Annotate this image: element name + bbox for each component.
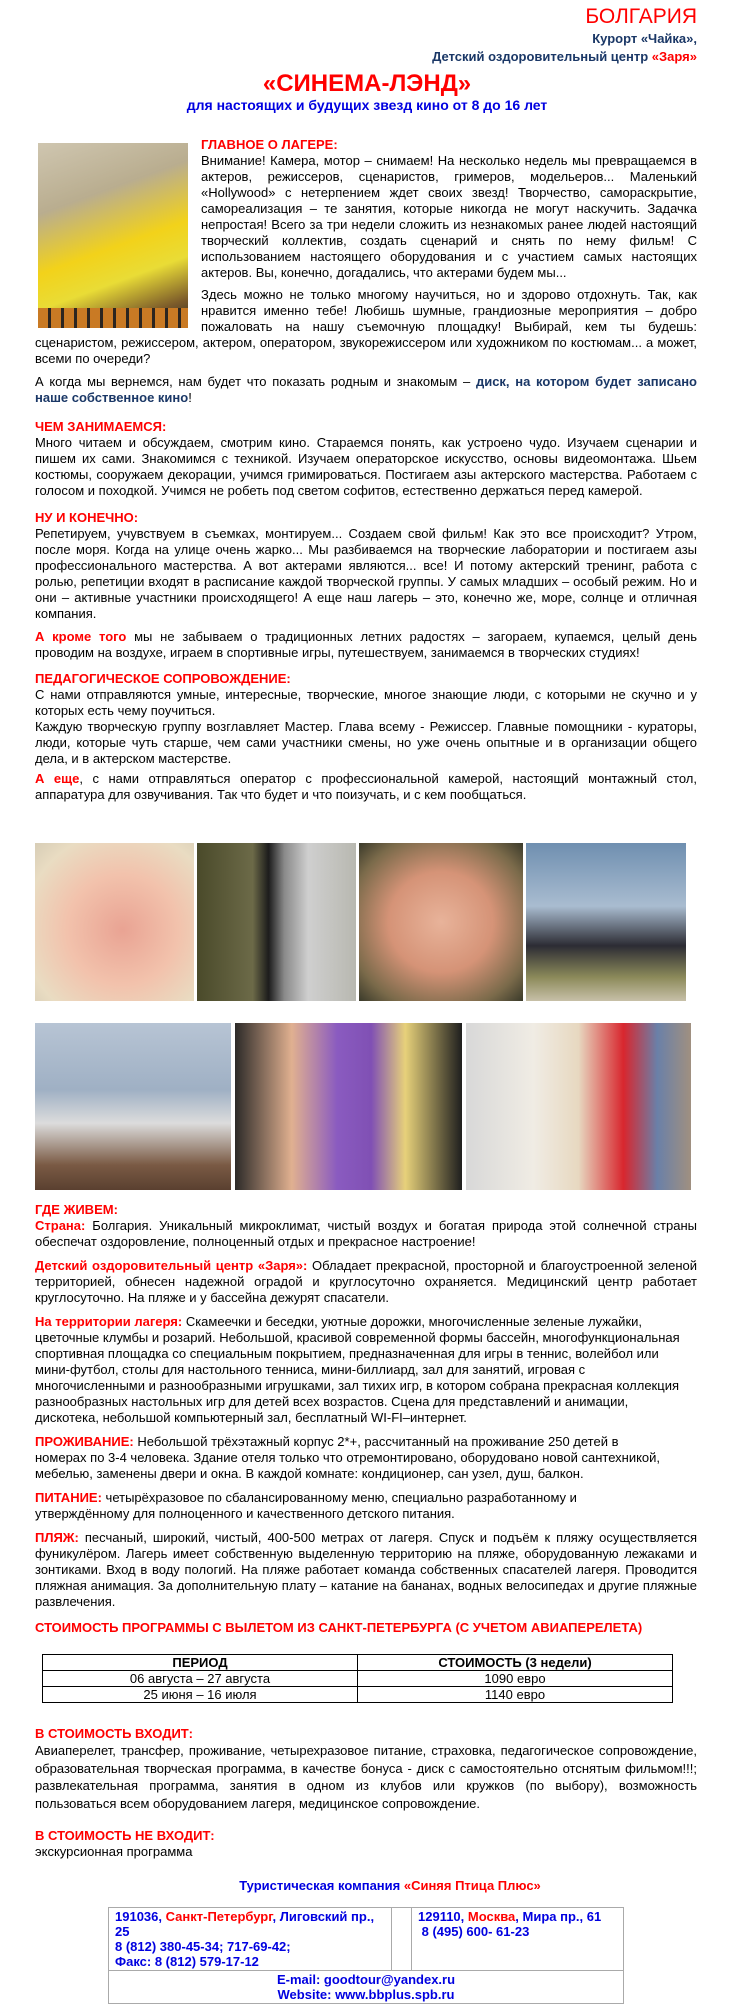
living-housing [35, 1434, 697, 1482]
housing-lead: ПРОЖИВАНИЕ: [35, 1434, 134, 1449]
section-heading-living: ГДЕ ЖИВЕМ: [35, 1202, 118, 1217]
section-heading-pedagogy: ПЕДАГОГИЧЕСКОЕ СОПРОВОЖДЕНИЕ: [35, 671, 291, 686]
not-included-text: экскурсионная программа [35, 1844, 193, 1859]
living-country [35, 1218, 697, 1250]
content [35, 137, 697, 803]
activities-text: Много читаем и обсуждаем, смотрим кино. Стараемся понять, как устроено чудо. Изучаем сценарии и пишем их сами. Знакомимся с техникой. Изучаем операторское искусство, основы видеомонтажа. Шьем костюмы, сооружаем декорации, учимся гримироваться. Постигаем азы актерского мастерства. Работаем с голосом и походкой. Учимся не робеть под светом софитов, естественно держаться перед камерой. [35, 435, 697, 498]
msk-address [418, 1909, 617, 1924]
program-subtitle: для настоящих и будущих звезд кино от 8 до 16 лет [186, 97, 548, 113]
resort-name: Курорт «Чайка», [592, 31, 697, 46]
price-table [42, 1654, 673, 1703]
of-course-text: Репетируем, учувствуем в съемках, монтируем... Создаем свой фильм! Как это все происходит? Утром, после моря. Когда на улице очень жарко... Мы разбиваемся на творческие лаборатории и постигаем азы профессионального мастерства. А вот актерами являются... все! И потому актерский тренинг, работа с ролью, репетиции входят в расписание каждой творческой группы. У самых младших – особый режим. Но и они – активные участники происходящего! А еще наш лагерь – это, конечно же, море, солнце и отличная компания. [35, 526, 697, 621]
program-title: «СИНЕМА-ЛЭНД» [262, 70, 472, 97]
food-text: четырёхразовое по сбалансированному меню, специально разработанному и утверждённому для полноценного и качественного детского питания. [35, 1490, 577, 1521]
living-center [35, 1258, 697, 1306]
main-paragraph-2: Здесь можно не только многому научиться, но и здорово отдохнуть. Так, как нравится именно тебе! Любишь шумные, грандиозные мероприятия – добро пожаловать на нашу съемочную площадку! Выбирай, кем ты будешь: сценаристом, режиссером, актером, оператором, звукорежиссером или художником по костюмам... а может, всеми по очереди? [35, 287, 697, 366]
section-heading-of-course: НУ И КОНЕЧНО: [35, 510, 139, 525]
photo-group-acting [526, 843, 686, 1001]
pedagogy-p3 [35, 771, 697, 803]
country-title: БОЛГАРИЯ [585, 5, 697, 28]
company-prefix: Туристическая компания [239, 1878, 404, 1893]
msk-phones: 8 (495) 600- 61-23 [418, 1924, 530, 1939]
xylophone-image-part [38, 308, 188, 328]
country-text: Болгария. Уникальный микроклимат, чистый воздух и богатая природа этой солнечной страны обеспечат оздоровление, полноценный отдых и прекрасное настроение! [35, 1218, 697, 1249]
food-lead: ПИТАНИЕ: [35, 1490, 102, 1505]
beach-text: песчаный, широкий, чистый, 400-500 метрах от лагеря. Спуск и подъём к пляжу осуществляется фуникулёром. Лагерь имеет собственную выделенную территорию на пляже, оборудованную лежаками и зонтиками. Вход в воду пологий. На пляже работает команда собственных спасателей лагеря. Проводится пляжная анимация. За дополнительную плату – катание на бананах, водных велосипедах и другие пляжные развлечения. [35, 1530, 697, 1609]
spb-office [109, 1908, 392, 1971]
photo-kids-camera [466, 1023, 691, 1190]
period-cell: 06 августа – 27 августа [43, 1671, 358, 1687]
section-heading-not-included: В СТОИМОСТЬ НЕ ВХОДИТ: [35, 1828, 215, 1843]
cost-cell: 1090 евро [358, 1671, 673, 1687]
p3-text: А когда мы вернемся, нам будет что показать родным и знакомым – [35, 374, 476, 389]
disk-highlight: диск, на котором будет записано наше собственное кино [35, 374, 697, 405]
center-prefix: Детский оздоровительный центр [432, 49, 652, 64]
included-text: Авиаперелет, трансфер, проживание, четырехразовое питание, страховка, педагогическое сопровождение, образовательная творческая программа, в качестве бонуса - диск с самостоятельно отснятым фильмом!!!; развлекательная программа, занятия в одном из клубов или кружков (по выбору), возможность пользоваться всем оборудованием лагеря, медицинское сопровождение. [35, 1743, 697, 1811]
center-lead: Детский оздоровительный центр «Заря»: [35, 1258, 308, 1273]
pedagogy-lead: А еще [35, 771, 80, 786]
housing-text: Небольшой трёхэтажный корпус 2*+, рассчитанный на проживание 250 детей в номерах по 3-4 человека. Здание отеля только что отремонтировано, оборудовано новой сантехникой, мебелью, заменены двери и окна. В каждой комнате: кондиционер, сан узел, душ, балкон. [35, 1434, 661, 1481]
spb-city: Санкт-Петербург [165, 1909, 273, 1924]
spb-fax: Факс: 8 (812) 579-17-12 [115, 1954, 259, 1969]
camp-photo-father-daughter [38, 143, 188, 328]
online-contacts [109, 1971, 624, 2004]
country-lead: Страна: [35, 1218, 86, 1233]
territory-text: Скамеечки и беседки, уютные дорожки, многочисленные зеленые лужайки, цветочные клумбы и розарий. Небольшой, красивой современной формы бассейн, многофункциональная спортивная площадка со специальным покрытием, предназначенная для игры в теннис, волейбол или мини-футбол, столы для настольного тенниса, мини-биллиард, зал для занятий, игровая с многочисленными и разнообразными игрушками, зал тихих игр, в котором собрана прекрасная коллекция разнообразных настольных игр для детей всех возрастов. Сцена для представлений и анимации, дискотека, небольшой компьютерный зал, бесплатный WI-FI–интернет. [35, 1314, 680, 1425]
center-text: Обладает прекрасной, просторной и благоустроенной зеленой территорией, обнесен надежной оградой и круглосуточно охраняется. Медицинский центр работает круглосуточно. На пляже и у бассейна дежурят спасатели. [35, 1258, 697, 1305]
p3-end: ! [188, 390, 192, 405]
msk-zip: 129110, [418, 1909, 468, 1924]
main-paragraph-3 [35, 374, 697, 406]
website-link[interactable]: Website: www.bbplus.spb.ru [277, 1987, 455, 2002]
photo-makeup [235, 1023, 462, 1190]
spb-phones: 8 (812) 380-45-34; 717-69-42; [115, 1939, 291, 1954]
living-food [35, 1490, 697, 1522]
section-heading-main: ГЛАВНОЕ О ЛАГЕРЕ: [201, 137, 338, 152]
beach-lead: ПЛЯЖ: [35, 1530, 79, 1545]
living-beach [35, 1530, 697, 1610]
spb-zip: 191036, [115, 1909, 166, 1924]
center-name: «Заря» [651, 49, 697, 64]
living-territory [35, 1314, 697, 1426]
table-row [43, 1671, 673, 1687]
included-section [35, 1726, 697, 1860]
territory-lead: На территории лагеря: [35, 1314, 183, 1329]
company-line [0, 1878, 734, 1894]
cost-cell: 1140 евро [358, 1687, 673, 1703]
msk-office [412, 1908, 624, 1971]
photo-cameraman [35, 1023, 231, 1190]
extra-text: мы не забываем о традиционных летних радостях – загораем, купаемся, целый день проводим на воздухе, играем в спортивные игры, путешествуем, занимаемся в творческих студиях! [35, 629, 697, 660]
spacer-cell [392, 1908, 412, 1971]
column-header-cost: СТОИМОСТЬ (3 недели) [358, 1655, 673, 1671]
spb-street: , Лиговский пр., 25 [115, 1909, 375, 1939]
photo-two-women [197, 843, 356, 1001]
contacts-table [108, 1907, 624, 2004]
extra-lead: А кроме того [35, 629, 127, 644]
period-cell: 25 июня – 16 июля [43, 1687, 358, 1703]
spb-address [115, 1909, 385, 1939]
msk-street: , Мира пр., 61 [515, 1909, 602, 1924]
column-header-period: ПЕРИОД [43, 1655, 358, 1671]
photo-boy-face-paint [359, 843, 523, 1001]
table-row [43, 1687, 673, 1703]
section-heading-price: СТОИМОСТЬ ПРОГРАММЫ С ВЫЛЕТОМ ИЗ САНКТ-ПЕТЕРБУРГА (С УЧЕТОМ АВИАПЕРЕЛЕТА) [35, 1620, 643, 1635]
of-course-extra [35, 629, 697, 661]
pedagogy-p1: С нами отправляются умные, интересные, творческие, многое знающие люди, с которыми не скучно и у которых есть чему поучиться. [35, 687, 697, 718]
company-name: «Синяя Птица Плюс» [403, 1878, 541, 1893]
section-heading-activities: ЧЕМ ЗАНИМАЕМСЯ: [35, 419, 167, 434]
center-line [432, 49, 697, 65]
msk-city: Москва [467, 1909, 516, 1924]
living-section [35, 1202, 697, 1636]
email-link[interactable]: E-mail: goodtour@yandex.ru [276, 1972, 456, 1987]
table-header-row [43, 1655, 673, 1671]
main-paragraph-1: Внимание! Камера, мотор – снимаем! На несколько недель мы превращаемся в актеров, режиссеров, сценаристов, гримеров, модельеров... Маленький «Hollywood» с нетерпением ждет своих звезд! Творчество, самораскрытие, самореализация – те занятия, которые никогда не могут наскучить. Задачка непростая! Всего за три недели сложить из незнакомых ранее людей настоящий творческий коллектив, создать сценарий и снять по нему фильм! С использованием настоящего оборудования и с участием самых настоящих актеров. Вы, конечно, догадались, что актерами будем мы... [201, 153, 697, 280]
section-heading-included: В СТОИМОСТЬ ВХОДИТ: [35, 1726, 193, 1741]
pedagogy-p3-text: , с нами отправляться оператор с профессиональной камерой, настоящий монтажный стол, аппаратура для озвучивания. Так что будет и что поизучать, и с кем пообщаться. [35, 771, 697, 802]
pedagogy-p2: Каждую творческую группу возглавляет Мастер. Глава всему - Режиссер. Главные помощники - кураторы, люди, которые чуть старше, чем сами участники смены, но уже очень опытные и в организации общего дела, и в актерском мастерстве. [35, 719, 697, 766]
photo-seahorse-hand [35, 843, 194, 1001]
